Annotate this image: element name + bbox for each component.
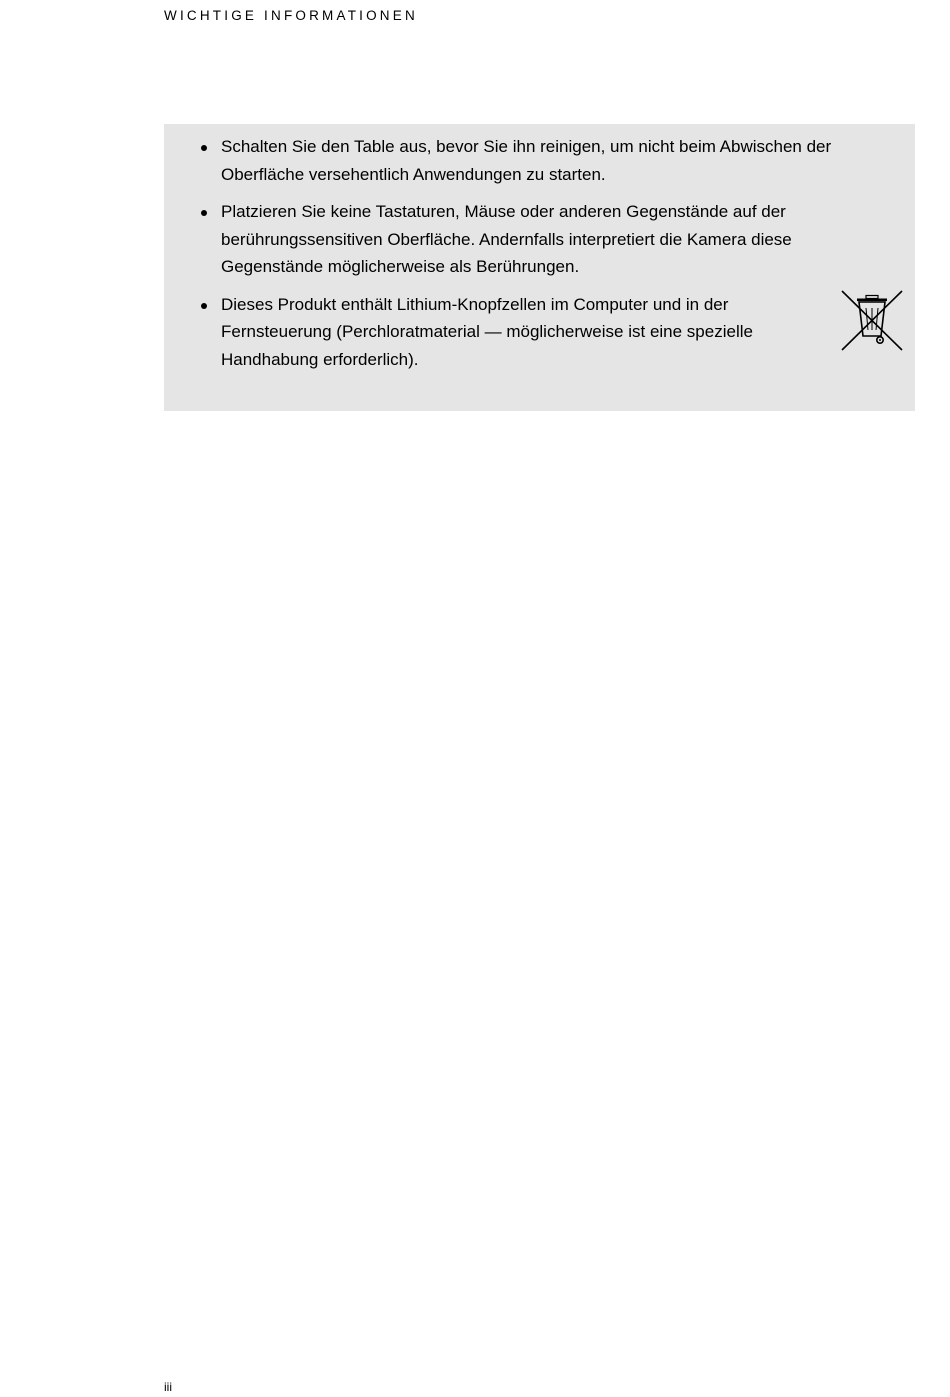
list-item-text: Schalten Sie den Table aus, bevor Sie ihn reinigen, um nicht beim Abwischen der Oberfläche versehentlich Anwendungen zu starten. bbox=[221, 137, 832, 184]
page-number: iii bbox=[164, 1380, 172, 1394]
notice-box bbox=[164, 124, 915, 411]
list-item-text: Platzieren Sie keine Tastaturen, Mäuse oder anderen Gegenstände auf der berührungssensitiven Oberfläche. Andernfalls interpretiert die Kamera diese Gegenstände möglicherweise als Berührungen. bbox=[221, 202, 792, 276]
list-item-text: Dieses Produkt enthält Lithium-Knopfzellen im Computer und in der Fernsteuerung (Perchloratmaterial — möglicherweise ist eine spezielle Handhabung erforderlich). bbox=[221, 294, 753, 369]
bullet-icon bbox=[201, 145, 207, 151]
notice-list bbox=[164, 133, 915, 383]
list-item bbox=[164, 198, 821, 281]
list-item bbox=[164, 133, 861, 188]
bullet-icon bbox=[201, 303, 207, 309]
running-header: WICHTIGE INFORMATIONEN bbox=[164, 8, 418, 23]
crossed-out-wheelie-bin-icon bbox=[841, 290, 903, 352]
bullet-icon bbox=[201, 210, 207, 216]
list-item bbox=[164, 291, 791, 374]
